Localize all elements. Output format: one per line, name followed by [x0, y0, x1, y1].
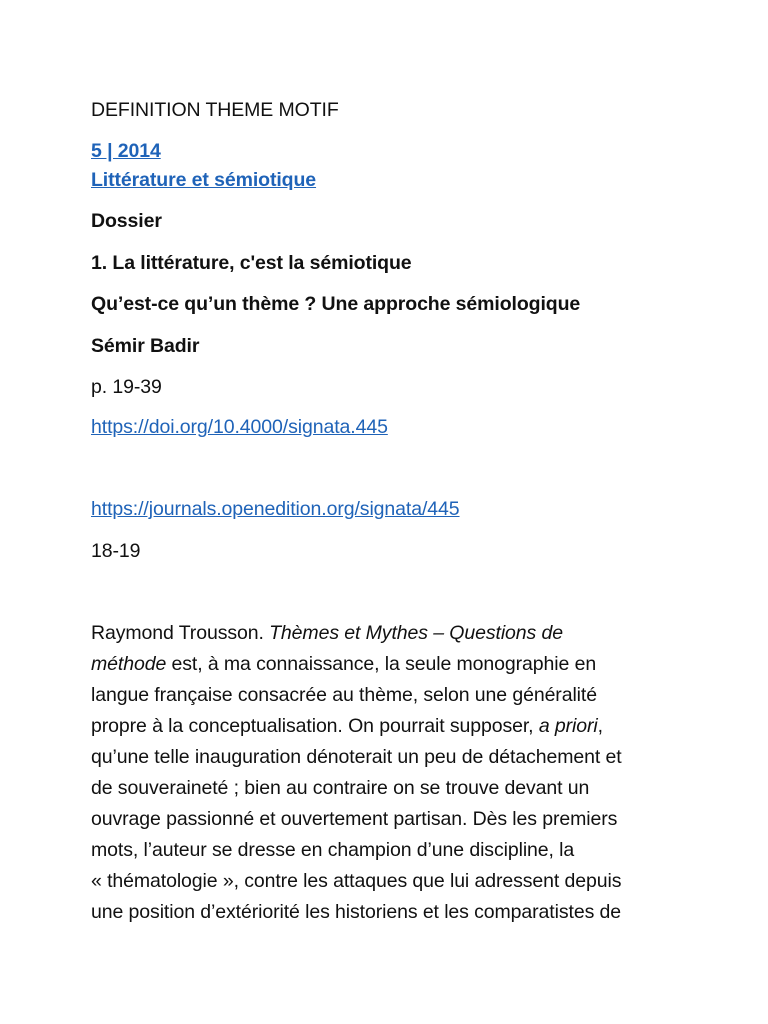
paragraph-line: [91, 649, 691, 680]
book-title-italic: méthode: [91, 653, 167, 675]
journal-url-link[interactable]: https://journals.openedition.org/signata/445: [91, 498, 460, 520]
paragraph-text: Raymond Trousson.: [91, 622, 270, 644]
page-numbers: p. 19-39: [91, 376, 162, 398]
latin-phrase-italic: a priori: [538, 715, 598, 737]
doi-link[interactable]: https://doi.org/10.4000/signata.445: [91, 416, 388, 438]
article-title: Qu’est-ce qu’un thème ? Une approche sémiologique: [91, 293, 581, 315]
journal-link-row: [91, 168, 316, 192]
paragraph-text: ,: [597, 715, 603, 737]
issue-link-row: [91, 139, 161, 163]
paragraph-line: langue française consacrée au thème, selon une généralité: [91, 684, 597, 706]
paragraph-text: est, à ma connaissance, la seule monographie en: [166, 653, 597, 675]
page-range: 18-19: [91, 540, 141, 562]
doi-link-row: [91, 415, 388, 439]
paragraph-line: [91, 618, 691, 649]
section-label: Dossier: [91, 210, 162, 232]
issue-link[interactable]: 5 | 2014: [91, 140, 161, 162]
body-paragraph: [91, 618, 691, 928]
author-name: Sémir Badir: [91, 335, 200, 357]
document-heading: DEFINITION THEME MOTIF: [91, 99, 339, 121]
paragraph-line: de souveraineté ; bien au contraire on se trouve devant un: [91, 777, 590, 799]
paragraph-line: « thématologie », contre les attaques que lui adressent depuis: [91, 870, 622, 892]
paragraph-line: [91, 711, 691, 742]
book-title-italic: Thèmes et Mythes – Questions de: [269, 622, 564, 644]
paragraph-line: mots, l’auteur se dresse en champion d’une discipline, la: [91, 839, 575, 861]
paragraph-line: qu’une telle inauguration dénoterait un peu de détachement et: [91, 746, 622, 768]
journal-url-row: [91, 497, 460, 521]
journal-link[interactable]: Littérature et sémiotique: [91, 169, 317, 191]
subsection-label: 1. La littérature, c'est la sémiotique: [91, 252, 412, 274]
paragraph-text: propre à la conceptualisation. On pourrait supposer,: [91, 715, 539, 737]
paragraph-line: une position d’extériorité les historiens et les comparatistes de: [91, 901, 622, 923]
paragraph-line: ouvrage passionné et ouvertement partisan. Dès les premiers: [91, 808, 618, 830]
